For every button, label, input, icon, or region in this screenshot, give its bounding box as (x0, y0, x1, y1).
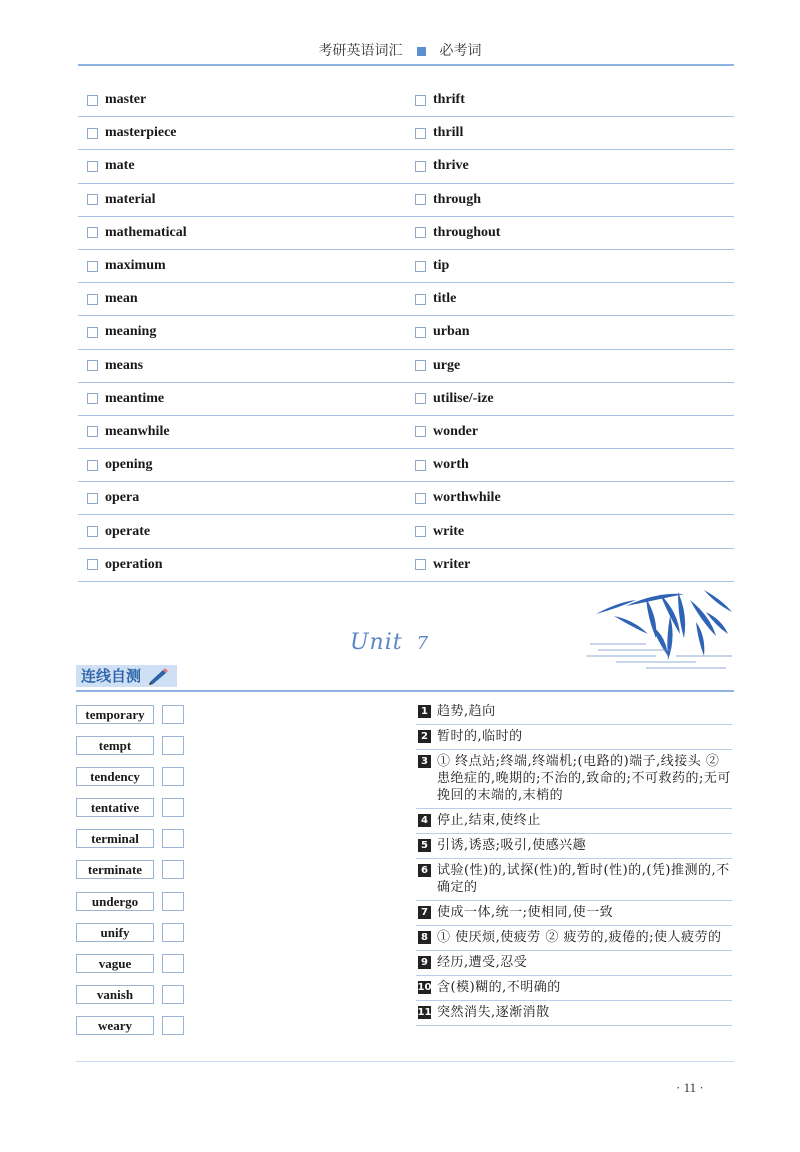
checkbox[interactable] (87, 493, 98, 504)
definition-row (416, 859, 732, 901)
vocab-word: writer (433, 556, 471, 572)
checkbox[interactable] (415, 161, 426, 172)
vocab-item (78, 158, 406, 174)
vocab-word: mate (105, 158, 135, 174)
vocab-table (78, 84, 734, 582)
vocab-word: meanwhile (105, 423, 170, 439)
vocab-word: thrift (433, 92, 465, 108)
matching-word-row (76, 705, 188, 736)
definition-text: 停止,结束,使终止 (437, 813, 541, 828)
answer-box[interactable] (162, 954, 184, 973)
header-section: 必考词 (439, 44, 482, 59)
answer-box[interactable] (162, 1016, 184, 1035)
matching-definitions (416, 700, 732, 1026)
checkbox[interactable] (87, 360, 98, 371)
vocab-item (406, 391, 734, 407)
matching-word: tendency (76, 767, 154, 786)
vocab-row (78, 449, 734, 482)
checkbox[interactable] (415, 426, 426, 437)
vocab-word: material (105, 191, 156, 207)
matching-word-row (76, 1016, 188, 1047)
definition-number: 9 (418, 956, 431, 969)
definition-number: 10 (417, 982, 432, 993)
definition-number: 8 (418, 931, 431, 944)
definition-text: 突然消失,逐渐消散 (437, 1005, 550, 1020)
vocab-item (406, 324, 734, 340)
vocab-word: means (105, 357, 144, 373)
definition-text: 试验(性)的,试探(性)的,暂时(性)的,(凭)推测的,不确定的 (437, 863, 730, 895)
definition-row (416, 951, 732, 976)
answer-box[interactable] (162, 985, 184, 1004)
vocab-item (406, 92, 734, 108)
vocab-item (406, 557, 734, 573)
vocab-word: meantime (105, 390, 165, 406)
vocab-item (406, 158, 734, 174)
answer-box[interactable] (162, 923, 184, 942)
matching-word: terminate (76, 860, 154, 879)
checkbox[interactable] (87, 460, 98, 471)
matching-word: tentative (76, 798, 154, 817)
vocab-word: opera (105, 490, 140, 506)
matching-word-row (76, 954, 188, 985)
checkbox[interactable] (415, 559, 426, 570)
vocab-word: title (433, 291, 457, 307)
checkbox[interactable] (415, 460, 426, 471)
checkbox[interactable] (415, 360, 426, 371)
vocab-item (78, 490, 406, 506)
matching-word-row (76, 798, 188, 829)
checkbox[interactable] (87, 327, 98, 338)
vocab-item (78, 557, 406, 573)
vocab-word: worth (433, 457, 469, 473)
matching-word-row (76, 892, 188, 923)
vocab-item (406, 291, 734, 307)
unit-number: 7 (416, 633, 430, 654)
vocab-word: urban (433, 324, 470, 340)
definition-number: 2 (418, 730, 431, 743)
checkbox[interactable] (415, 393, 426, 404)
vocab-word: maximum (105, 258, 166, 274)
answer-box[interactable] (162, 798, 184, 817)
vocab-word: write (433, 523, 465, 539)
definition-number: 11 (417, 1007, 432, 1018)
checkbox[interactable] (87, 393, 98, 404)
vocab-word: urge (433, 357, 461, 373)
vocab-row (78, 549, 734, 582)
checkbox[interactable] (87, 227, 98, 238)
vocab-item (78, 457, 406, 473)
vocab-item (406, 192, 734, 208)
vocab-word: masterpiece (105, 125, 177, 141)
vocab-word: meaning (105, 324, 157, 340)
vocab-item (406, 258, 734, 274)
unit-title (350, 630, 429, 655)
vocab-row (78, 250, 734, 283)
vocab-item (78, 192, 406, 208)
answer-box[interactable] (162, 892, 184, 911)
header-book-title: 考研英语词汇 (318, 44, 403, 59)
answer-box[interactable] (162, 705, 184, 724)
bamboo-illustration (586, 586, 734, 672)
vocab-word: tip (433, 258, 450, 274)
matching-word: terminal (76, 829, 154, 848)
matching-word-row (76, 736, 188, 767)
vocab-row (78, 383, 734, 416)
checkbox[interactable] (87, 194, 98, 205)
checkbox[interactable] (415, 327, 426, 338)
vocab-item (78, 524, 406, 540)
vocab-row (78, 283, 734, 316)
checkbox[interactable] (415, 294, 426, 305)
definition-text: 暂时的,临时的 (437, 729, 523, 744)
checkbox[interactable] (415, 227, 426, 238)
vocab-row (78, 316, 734, 349)
matching-words (76, 705, 188, 1047)
unit-label: Unit (350, 630, 403, 655)
checkbox[interactable] (87, 161, 98, 172)
matching-word-row (76, 829, 188, 860)
matching-word: undergo (76, 892, 154, 911)
vocab-word: mathematical (105, 224, 187, 240)
pencil-icon (147, 667, 169, 685)
vocab-item (78, 391, 406, 407)
matching-word-row (76, 860, 188, 891)
page-header (0, 40, 800, 60)
vocab-item (406, 225, 734, 241)
vocab-row (78, 184, 734, 217)
vocab-word: mean (105, 291, 138, 307)
vocab-word: utilise/-ize (433, 390, 494, 406)
definition-row (416, 725, 732, 750)
matching-word: unify (76, 923, 154, 942)
matching-word: vague (76, 954, 154, 973)
definition-number: 5 (418, 839, 431, 852)
definition-row (416, 976, 732, 1001)
vocab-row (78, 482, 734, 515)
vocab-row (78, 515, 734, 548)
checkbox[interactable] (87, 128, 98, 139)
definition-number: 1 (418, 705, 431, 718)
vocab-item (78, 324, 406, 340)
checkbox[interactable] (87, 426, 98, 437)
definition-number: 7 (418, 906, 431, 919)
vocab-word: thrive (433, 158, 469, 174)
vocab-word: operation (105, 556, 163, 572)
vocab-word: throughout (433, 224, 501, 240)
definition-number: 4 (418, 814, 431, 827)
matching-word: tempt (76, 736, 154, 755)
vocab-item (78, 225, 406, 241)
definition-row (416, 750, 732, 809)
vocab-item (78, 424, 406, 440)
definition-text: 趋势,趋向 (437, 704, 496, 719)
section-label-text: 连线自测 (81, 667, 142, 685)
section-label (76, 665, 177, 687)
matching-word-row (76, 985, 188, 1016)
checkbox[interactable] (87, 559, 98, 570)
definition-text: 使成一体,统一;使相同,使一致 (437, 905, 614, 920)
definition-text: ① 使厌烦,使疲劳 ② 疲劳的,疲倦的;使人疲劳的 (437, 930, 722, 945)
checkbox[interactable] (415, 194, 426, 205)
vocab-word: worthwhile (433, 490, 501, 506)
vocab-row (78, 84, 734, 117)
bottom-rule (76, 1061, 734, 1062)
checkbox[interactable] (415, 261, 426, 272)
definition-text: 引诱,诱惑;吸引,使感兴趣 (437, 838, 587, 853)
vocab-item (406, 358, 734, 374)
checkbox[interactable] (415, 128, 426, 139)
header-square-icon (417, 47, 426, 56)
vocab-word: thrill (433, 125, 464, 141)
matching-word: temporary (76, 705, 154, 724)
definition-text: 经历,遭受,忍受 (437, 955, 528, 970)
vocab-item (406, 457, 734, 473)
matching-word-row (76, 767, 188, 798)
vocab-word: through (433, 191, 481, 207)
vocab-word: master (105, 92, 147, 108)
vocab-item (406, 125, 734, 141)
vocab-item (406, 424, 734, 440)
checkbox[interactable] (87, 261, 98, 272)
matching-word-row (76, 923, 188, 954)
section-rule (76, 690, 734, 692)
definition-row (416, 700, 732, 725)
checkbox[interactable] (415, 526, 426, 537)
vocab-row (78, 416, 734, 449)
checkbox[interactable] (87, 526, 98, 537)
definition-row (416, 926, 732, 951)
definition-number: 3 (418, 755, 431, 768)
vocab-item (406, 524, 734, 540)
checkbox[interactable] (87, 294, 98, 305)
header-rule (78, 64, 734, 66)
vocab-row (78, 117, 734, 150)
matching-word: weary (76, 1016, 154, 1035)
answer-box[interactable] (162, 860, 184, 879)
definition-text: ① 终点站;终端,终端机;(电路的)端子,线接头 ②患绝症的,晚期的;不治的,致命的;不可救药的;无可挽回的末端的,末梢的 (437, 754, 731, 803)
checkbox[interactable] (415, 493, 426, 504)
vocab-item (78, 291, 406, 307)
vocab-item (78, 125, 406, 141)
definition-row (416, 901, 732, 926)
page-number: · 11 · (676, 1080, 704, 1095)
definition-row (416, 1001, 732, 1026)
answer-box[interactable] (162, 736, 184, 755)
vocab-row (78, 350, 734, 383)
vocab-row (78, 150, 734, 183)
vocab-item (406, 490, 734, 506)
vocab-item (78, 258, 406, 274)
vocab-item (78, 358, 406, 374)
vocab-word: opening (105, 457, 153, 473)
vocab-word: wonder (433, 423, 479, 439)
definition-number: 6 (418, 864, 431, 877)
vocab-word: operate (105, 523, 151, 539)
definition-text: 含(模)糊的,不明确的 (437, 980, 561, 995)
checkbox[interactable] (415, 95, 426, 106)
checkbox[interactable] (87, 95, 98, 106)
definition-row (416, 809, 732, 834)
matching-word: vanish (76, 985, 154, 1004)
answer-box[interactable] (162, 829, 184, 848)
vocab-row (78, 217, 734, 250)
answer-box[interactable] (162, 767, 184, 786)
definition-row (416, 834, 732, 859)
vocab-item (78, 92, 406, 108)
